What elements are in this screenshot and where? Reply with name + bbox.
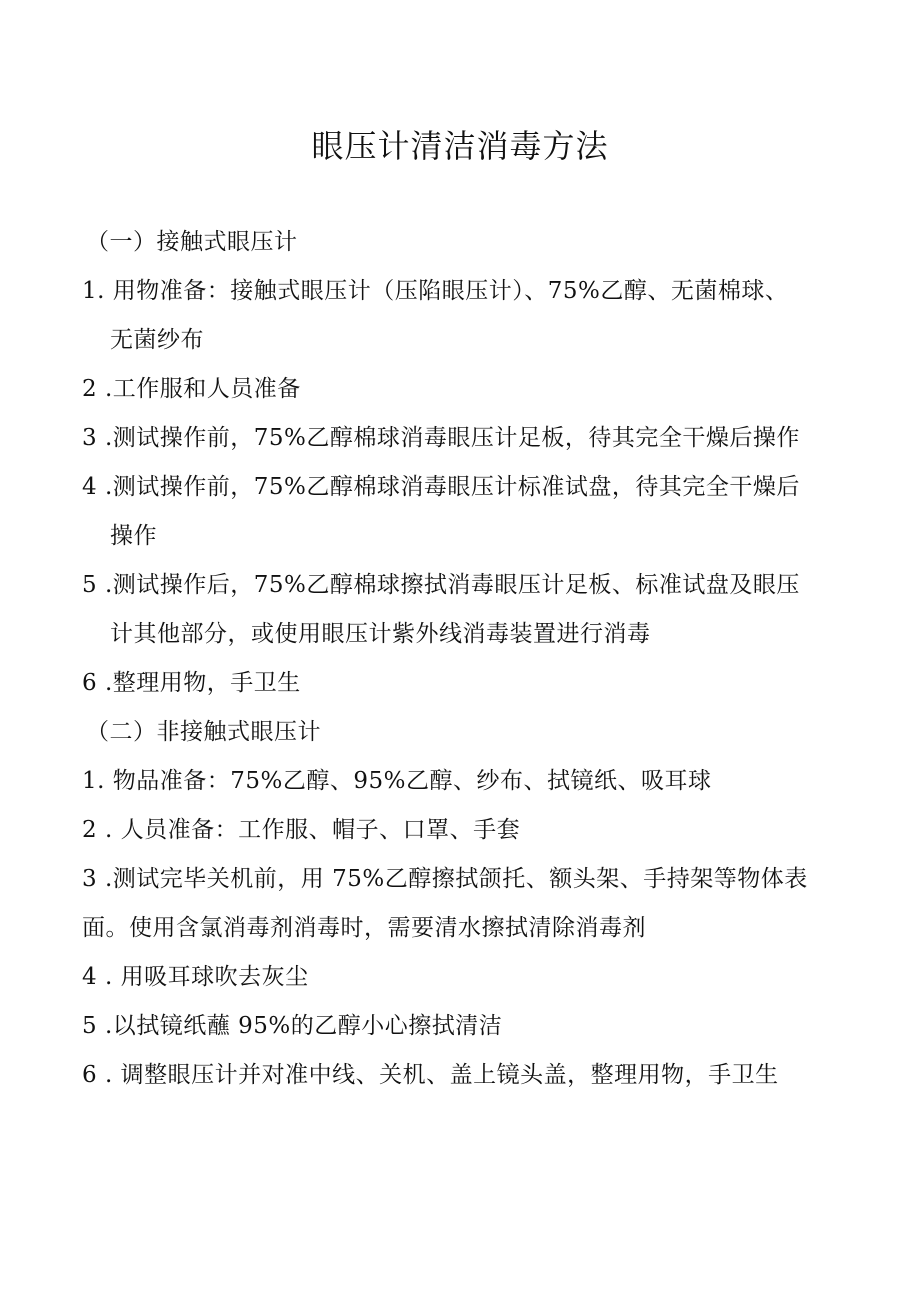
list-item: 4 . 用吸耳球吹去灰尘	[82, 964, 309, 990]
list-item: 1. 物品准备：75%乙醇、95%乙醇、纱布、拭镜纸、吸耳球	[82, 768, 712, 794]
list-item-continuation: 操作	[110, 523, 157, 549]
section-heading-contact: （一）接触式眼压计	[86, 229, 298, 255]
list-item: 2 . 人员准备：工作服、帽子、口罩、手套	[82, 817, 521, 843]
list-item: 6 . 调整眼压计并对准中线、关机、盖上镜头盖，整理用物，手卫生	[82, 1062, 779, 1088]
page-title: 眼压计清洁消毒方法	[311, 127, 609, 165]
list-item: 4 .测试操作前，75%乙醇棉球消毒眼压计标准试盘，待其完全干燥后	[82, 474, 800, 500]
list-item: 5 .以拭镜纸蘸 95%的乙醇小心擦拭清洁	[82, 1013, 503, 1039]
list-item: 5 .测试操作后，75%乙醇棉球擦拭消毒眼压计足板、标准试盘及眼压	[82, 572, 800, 598]
list-item: 2 .工作服和人员准备	[82, 376, 301, 402]
list-item: 6 .整理用物，手卫生	[82, 670, 301, 696]
list-item: 1. 用物准备：接触式眼压计（压陷眼压计）、75%乙醇、无菌棉球、	[82, 278, 789, 304]
list-item: 3 .测试操作前，75%乙醇棉球消毒眼压计足板，待其完全干燥后操作	[82, 425, 800, 451]
list-item: 3 .测试完毕关机前，用 75%乙醇擦拭颌托、额头架、手持架等物体表	[82, 866, 808, 892]
document-body	[82, 218, 842, 1100]
list-item-continuation: 计其他部分，或使用眼压计紫外线消毒装置进行消毒	[110, 621, 651, 647]
list-item-continuation: 面。使用含氯消毒剂消毒时，需要清水擦拭清除消毒剂	[82, 915, 646, 941]
list-item-continuation: 无菌纱布	[110, 327, 204, 353]
section-heading-noncontact: （二）非接触式眼压计	[86, 719, 321, 745]
